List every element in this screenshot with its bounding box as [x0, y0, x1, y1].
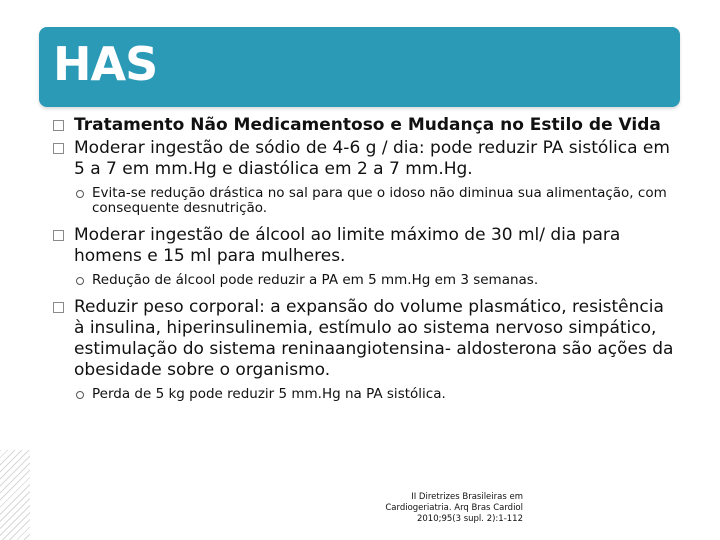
circle-bullet-icon	[76, 391, 84, 399]
square-bullet-icon	[53, 230, 64, 241]
bullet-text: Tratamento Não Medicamentoso e Mudança no Estilo de Vida	[74, 115, 661, 135]
sub-bullet-item	[48, 387, 678, 402]
bullet-item	[48, 225, 678, 267]
reference-line: II Diretrizes Brasileiras em	[411, 492, 523, 502]
square-bullet-icon	[53, 143, 64, 154]
bullet-text: Moderar ingestão de sódio de 4-6 g / dia: pode reduzir PA sistólica em 5 a 7 em mm.Hg e diastólica em 2 a 7 mm.Hg.	[74, 138, 670, 179]
bullet-item	[48, 138, 678, 180]
slide-title: HAS	[53, 37, 158, 91]
decorative-stripes	[0, 450, 30, 540]
circle-bullet-icon	[76, 190, 84, 198]
sub-bullet-item	[48, 186, 678, 216]
bullet-text: Moderar ingestão de álcool ao limite máximo de 30 ml/ dia para homens e 15 ml para mulheres.	[74, 225, 621, 266]
title-bar	[39, 27, 680, 107]
sub-bullet-text: Evita-se redução drástica no sal para que o idoso não diminua sua alimentação, com consequente desnutrição.	[92, 185, 667, 216]
sub-bullet-item	[48, 273, 678, 288]
bullet-item	[48, 115, 678, 136]
bullet-text: Reduzir peso corporal: a expansão do volume plasmático, resistência à insulina, hiperinsulinemia, estímulo ao sistema nervoso simpático, estimulação do sistema reninaangiotensina- aldosterona são ações da obesidade sobre o organismo.	[74, 297, 674, 380]
circle-bullet-icon	[76, 277, 84, 285]
reference-citation	[355, 492, 523, 525]
reference-line: 2010;95(3 supl. 2):1-112	[416, 514, 523, 524]
slide-content	[48, 115, 678, 402]
bullet-item	[48, 297, 678, 381]
sub-bullet-text: Redução de álcool pode reduzir a PA em 5 mm.Hg em 3 semanas.	[92, 272, 539, 288]
sub-bullet-text: Perda de 5 kg pode reduzir 5 mm.Hg na PA sistólica.	[92, 386, 446, 402]
reference-line: Cardiogeriatria. Arq Bras Cardiol	[385, 503, 523, 513]
square-bullet-icon	[53, 120, 64, 131]
square-bullet-icon	[53, 302, 64, 313]
